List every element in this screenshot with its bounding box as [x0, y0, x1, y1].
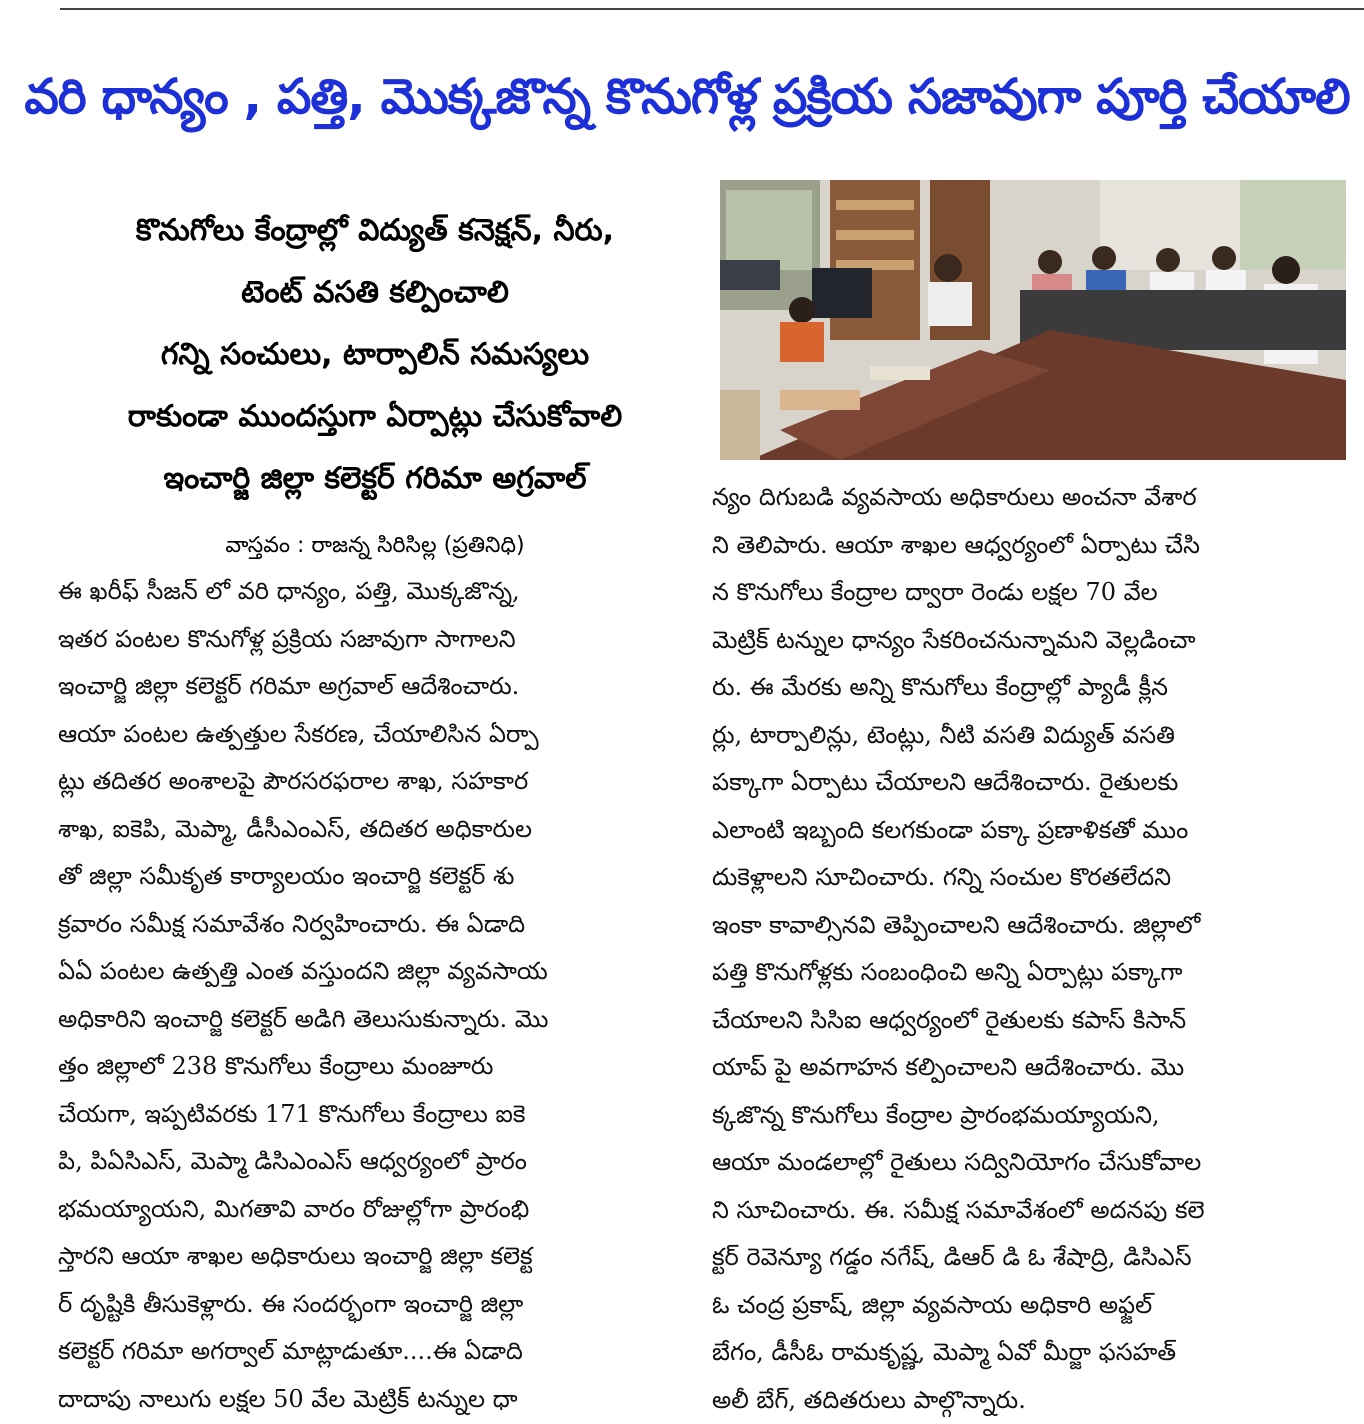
text-line: పత్తి కొనుగోళ్లకు సంబంధించి అన్ని ఏర్పాట్లు పక్కాగా — [712, 949, 1362, 997]
text-line: ఇంచార్జి జిల్లా కలెక్టర్ గరిమా అగ్రవాల్ ఆదేశించారు. — [58, 663, 686, 711]
text-line: కలెక్టర్ గరిమా అగర్వాల్ మాట్లాడుతూ....ఈ ఏడాది — [58, 1328, 686, 1376]
text-line: ఓ చంద్ర ప్రకాష్, జిల్లా వ్యవసాయ అధికారి అఫ్జల్ — [712, 1282, 1362, 1330]
byline: వాస్తవం : రాజన్న సిరిసిల్ల (ప్రతినిధి) — [62, 524, 688, 568]
text-line: ని తెలిపారు. ఆయా శాఖల ఆధ్వర్యంలో ఏర్పాటు చేసి — [712, 522, 1362, 570]
text-line: ఈ ఖరీఫ్ సీజన్ లో వరి ధాన్యం, పత్తి, మొక్కజొన్న, — [58, 568, 686, 616]
text-line: ఆయా పంటల ఉత్పత్తుల సేకరణ, చేయాలిసిన ఏర్పా — [58, 711, 686, 759]
subheading: టెంట్ వసతి కల్పించాలి — [62, 262, 688, 324]
text-line: న కొనుగోలు కేంద్రాల ద్వారా రెండు లక్షల 70 వేల — [712, 569, 1362, 617]
article-left-column — [58, 568, 686, 1423]
headline: వరి ధాన్యం , పత్తి, మొక్కజొన్న కొనుగోళ్ల ప్రక్రియ సజావుగా పూర్తి చేయాలి — [20, 54, 1354, 140]
text-line: దాదాపు నాలుగు లక్షల 50 వేల మెట్రిక్ టన్నుల ధా — [58, 1376, 686, 1424]
text-line: ఎలాంటి ఇబ్బంది కలగకుండా పక్కా ప్రణాళికతో ముం — [712, 807, 1362, 855]
text-line: పక్కాగా ఏర్పాటు చేయాలని ఆదేశించారు. రైతులకు — [712, 759, 1362, 807]
text-line: అధికారిని ఇంచార్జి కలెక్టర్ అడిగి తెలుసుకున్నారు. మొ — [58, 996, 686, 1044]
text-line: చేయగా, ఇప్పటివరకు 171 కొనుగోలు కేంద్రాలు ఐకె — [58, 1091, 686, 1139]
subheading: రాకుండా ముందస్తుగా ఏర్పాట్లు చేసుకోవాలి — [62, 386, 688, 448]
text-line: చేయాలని సిసిఐ ఆధ్వర్యంలో రైతులకు కపాస్ కిసాన్ — [712, 997, 1362, 1045]
top-rule — [60, 8, 1364, 10]
text-line: అలీ బేగ్, తదితరులు పాల్గొన్నారు. — [712, 1377, 1362, 1424]
text-line: ట్లు తదితర అంశాలపై పౌరసరఫరాల శాఖ, సహకార — [58, 758, 686, 806]
text-line: ని సూచించారు. ఈ. సమీక్ష సమావేశంలో అదనపు కలె — [712, 1187, 1362, 1235]
text-line: ర్ దృష్టికి తీసుకెళ్లారు. ఈ సందర్భంగా ఇంచార్జి జిల్లా — [58, 1281, 686, 1329]
text-line: బేగం, డీసీఓ రామకృష్ణ, మెప్మా ఏవో మీర్జా ఫసహత్ — [712, 1329, 1362, 1377]
text-line: ఇతర పంటల కొనుగోళ్ల ప్రక్రియ సజావుగా సాగాలని — [58, 616, 686, 664]
subheading: ఇంచార్జి జిల్లా కలెక్టర్ గరిమా అగ్రవాల్ — [62, 448, 688, 510]
article-right-column — [712, 474, 1362, 1424]
text-line: యాప్ పై అవగాహన కల్పించాలని ఆదేశించారు. మొ — [712, 1044, 1362, 1092]
text-line: ఆయా మండలాల్లో రైతులు సద్వినియోగం చేసుకోవాల — [712, 1139, 1362, 1187]
text-line: పి, పిఏసిఎస్, మెప్మా డిసిఎంఎస్ ఆధ్వర్యంలో ప్రారం — [58, 1138, 686, 1186]
text-line: దుకెళ్లాలని సూచించారు. గన్ని సంచుల కొరతలేదని — [712, 854, 1362, 902]
text-line: త్తం జిల్లాలో 238 కొనుగోలు కేంద్రాలు మంజూరు — [58, 1043, 686, 1091]
text-line: క్కజొన్న కొనుగోలు కేంద్రాల ప్రారంభమయ్యాయని, — [712, 1092, 1362, 1140]
subheading: కొనుగోలు కేంద్రాల్లో విద్యుత్ కనెక్షన్, నీరు, — [62, 200, 688, 262]
text-line: ర్లు, టార్పాలిన్లు, టెంట్లు, నీటి వసతి విద్యుత్ వసతి — [712, 712, 1362, 760]
text-line: శాఖ, ఐకెపి, మెప్మా, డీసీఎంఎస్, తదితర అధికారుల — [58, 806, 686, 854]
text-line: తో జిల్లా సమీకృత కార్యాలయం ఇంచార్జి కలెక్టర్ శు — [58, 853, 686, 901]
subheading: గన్ని సంచులు, టార్పాలిన్ సమస్యలు — [62, 324, 688, 386]
text-line: క్రవారం సమీక్ష సమావేశం నిర్వహించారు. ఈ ఏడాది — [58, 901, 686, 949]
text-line: స్తారని ఆయా శాఖల అధికారులు ఇంచార్జి జిల్లా కలెక్ట — [58, 1233, 686, 1281]
text-line: భమయ్యాయని, మిగతావి వారం రోజుల్లోగా ప్రారంభి — [58, 1186, 686, 1234]
text-line: రు. ఈ మేరకు అన్ని కొనుగోలు కేంద్రాల్లో ప్యాడీ క్లీన — [712, 664, 1362, 712]
text-line: ఇంకా కావాల్సినవి తెప్పించాలని ఆదేశించారు. జిల్లాలో — [712, 902, 1362, 950]
subheadings — [62, 200, 688, 510]
text-line: న్యం దిగుబడి వ్యవసాయ అధికారులు అంచనా వేశార — [712, 474, 1362, 522]
text-line: మెట్రిక్ టన్నుల ధాన్యం సేకరించనున్నామని వెల్లడించా — [712, 617, 1362, 665]
text-line: ఏఏ పంటల ఉత్పత్తి ఎంత వస్తుందని జిల్లా వ్యవసాయ — [58, 948, 686, 996]
text-line: క్టర్ రెవెన్యూ గడ్డం నగేష్, డిఆర్ డి ఓ శేషాద్రి, డిసిఎస్ — [712, 1234, 1362, 1282]
meeting-photo — [720, 180, 1346, 460]
